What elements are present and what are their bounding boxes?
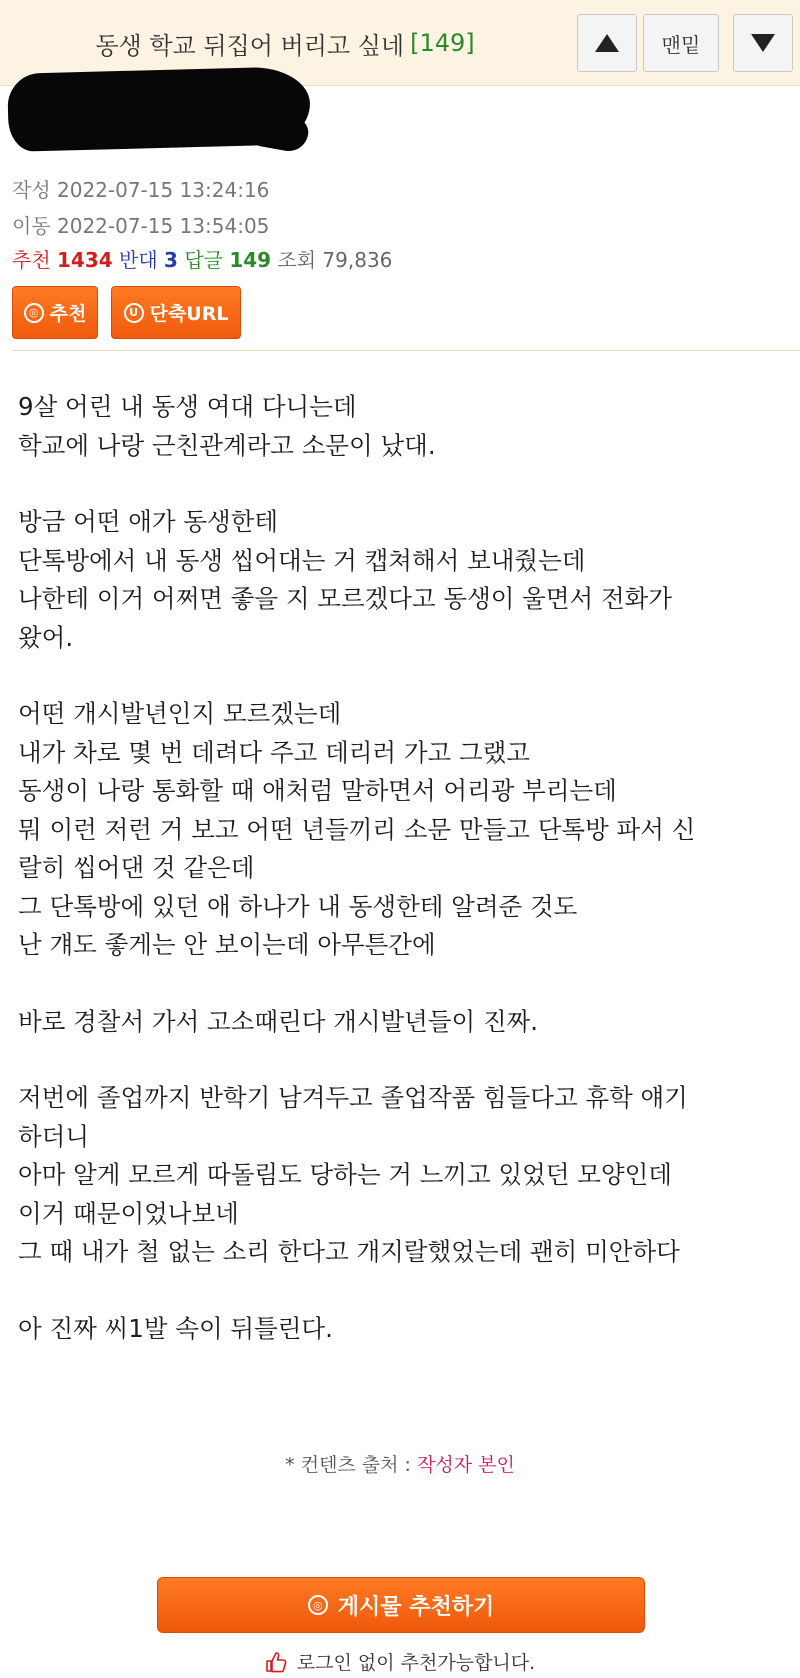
thumbs-up-icon xyxy=(265,1651,287,1673)
short-url-button[interactable] xyxy=(111,286,241,339)
post-recommend-button[interactable] xyxy=(157,1577,645,1633)
reply-count: 149 xyxy=(229,248,272,272)
recommend-label: 추천 xyxy=(12,248,51,272)
short-url-button-label: 단축URL xyxy=(149,303,229,325)
views-label: 조회 xyxy=(277,248,317,272)
comment-count[interactable]: [149] xyxy=(410,29,475,57)
post-paragraph: 아 진짜 씨1발 속이 뒤틀린다. xyxy=(18,1313,333,1343)
post-paragraph: 방금 어떤 애가 동생한테 단톡방에서 내 동생 씹어대는 거 캡쳐해서 보내줬는데 나한테 이거 어쩌면 좋을 지 모르겠다고 동생이 울면서 전화가 왔어. xyxy=(18,507,672,652)
content-source xyxy=(0,1450,800,1477)
moved-date: 이동 2022-07-15 13:54:05 xyxy=(12,214,270,238)
post-paragraph: 바로 경찰서 가서 고소때린다 개시발년들이 진짜. xyxy=(18,1006,539,1036)
recommend-circle-icon: ◎ xyxy=(308,1595,328,1615)
login-note xyxy=(0,1648,800,1675)
views-count: 79,836 xyxy=(322,248,393,272)
go-bottom-button[interactable]: 맨밑 xyxy=(643,14,719,72)
scroll-up-button[interactable] xyxy=(577,14,637,72)
recommend-button[interactable] xyxy=(12,286,98,339)
post-paragraph: 9살 어린 내 동생 여대 다니는데 학교에 나랑 근친관계라고 소문이 났대. xyxy=(18,392,436,460)
arrow-up-icon xyxy=(595,34,619,52)
divider xyxy=(12,350,800,351)
post-title-text: 동생 학교 뒤집어 버리고 싶네 xyxy=(95,31,405,60)
source-label: * 컨텐츠 출처 : xyxy=(285,1454,411,1476)
recommend-button-label: 추천 xyxy=(49,303,87,325)
thumbs-circle-icon: ◎ xyxy=(24,303,44,323)
recommend-count: 1434 xyxy=(57,248,113,272)
url-circle-icon: U xyxy=(124,303,144,323)
scroll-down-button[interactable] xyxy=(733,14,793,72)
arrow-down-icon xyxy=(751,34,775,52)
post-body xyxy=(18,388,788,1348)
post-paragraph: 어떤 개시발년인지 모르겠는데 내가 차로 몇 번 데려다 주고 데리러 가고 그랬고 동생이 나랑 통화할 때 애처럼 말하면서 어리광 부리는데 뭐 이런 저런 거 보고 어떤 년들끼리 소문 만들고 단톡방 파서 신 랄히 씹어댄 것 같은데 그 단톡방에 있던 애 하나가 내 동생한테 알려준 것도 난 걔도 좋게는 안 보이는데 아무튼간에 xyxy=(18,699,696,959)
login-note-text: 로그인 없이 추천가능합니다. xyxy=(296,1652,536,1674)
post-paragraph: 저번에 졸업까지 반학기 남겨두고 졸업작품 힘들다고 휴학 얘기 하더니 아마 알게 모르게 따돌림도 당하는 거 느끼고 있었던 모양인데 이거 때문이었나보네 그 때 내가 철 없는 소리 한다고 개지랄했었는데 괜히 미안하다 xyxy=(18,1083,688,1266)
oppose-label: 반대 xyxy=(119,248,158,272)
reply-label: 답글 xyxy=(184,248,223,272)
written-date: 작성 2022-07-15 13:24:16 xyxy=(12,178,270,202)
source-author-link[interactable]: 작성자 본인 xyxy=(417,1454,515,1476)
post-recommend-label: 게시물 추천하기 xyxy=(337,1594,495,1620)
post-stats xyxy=(12,244,392,273)
oppose-count: 3 xyxy=(164,248,178,272)
